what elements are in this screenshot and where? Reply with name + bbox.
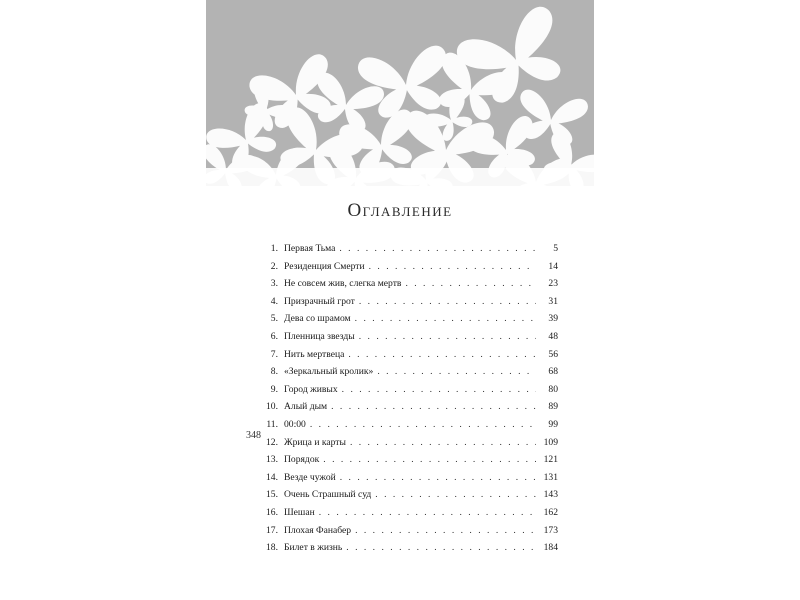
toc-entry-page: 48: [548, 330, 558, 342]
toc-entry-page: 143: [543, 489, 558, 501]
toc-entry-number: 18.: [266, 542, 278, 554]
page-number: 348: [246, 430, 261, 441]
toc-entry[interactable]: [262, 381, 558, 399]
toc-entry-title: Пленница звезды: [284, 330, 355, 342]
toc-entry-number: 15.: [266, 489, 278, 501]
toc-entry-title: Не совсем жив, слегка мертв: [284, 278, 402, 290]
toc-leader-dots: [342, 381, 536, 399]
toc-entry[interactable]: [262, 451, 558, 469]
toc-leader-dots: [319, 504, 536, 522]
toc-entry-number: 17.: [266, 524, 278, 536]
toc-entry-page: 99: [548, 418, 558, 430]
toc-entry-page: 39: [548, 313, 558, 325]
toc-leader-dots: [359, 328, 536, 346]
butterflies-icon: [206, 0, 594, 186]
toc-entry-number: 1.: [270, 243, 278, 254]
toc-entry-page: 23: [548, 278, 558, 290]
toc-entry-page: 56: [548, 348, 558, 360]
toc-entry[interactable]: [262, 416, 558, 434]
toc-entry-number: 14.: [266, 471, 278, 483]
toc-leader-dots: [348, 346, 536, 364]
toc-entry-number: 5.: [270, 313, 278, 325]
toc-leader-dots: [377, 363, 536, 381]
toc-entry-page: 184: [543, 542, 558, 554]
toc-entry-number: 3.: [270, 278, 278, 290]
toc-entry-title: 00:00: [284, 418, 306, 430]
toc-entry-number: 8.: [270, 366, 278, 378]
toc-leader-dots: [375, 486, 536, 504]
toc-entry-title: Дева со шрамом: [284, 313, 351, 325]
toc-entry-number: 6.: [270, 330, 278, 342]
toc-leader-dots: [346, 539, 536, 557]
toc-entry[interactable]: [262, 258, 558, 276]
page-title: Оглавление: [347, 200, 453, 221]
toc-entry-page: 5: [553, 243, 558, 254]
table-of-contents: [262, 240, 558, 557]
toc-entry-title: Резиденция Смерти: [284, 260, 365, 272]
toc-entry[interactable]: [262, 539, 558, 557]
toc-entry-title: Алый дым: [284, 401, 328, 413]
toc-entry-page: 68: [548, 366, 558, 378]
toc-leader-dots: [310, 416, 536, 434]
toc-entry[interactable]: [262, 328, 558, 346]
toc-entry-page: 131: [543, 471, 558, 483]
toc-leader-dots: [369, 258, 536, 276]
toc-entry[interactable]: [262, 240, 558, 258]
toc-leader-dots: [355, 522, 536, 540]
header-illustration: [206, 0, 594, 186]
toc-leader-dots: [340, 469, 536, 487]
toc-entry[interactable]: [262, 398, 558, 416]
toc-entry-title: Порядок: [284, 454, 320, 466]
toc-entry[interactable]: [262, 469, 558, 487]
toc-entry[interactable]: [262, 310, 558, 328]
toc-leader-dots: [331, 398, 536, 416]
toc-entry-title: Билет в жизнь: [284, 542, 343, 554]
toc-entry[interactable]: [262, 486, 558, 504]
toc-entry-number: 2.: [270, 260, 278, 272]
toc-entry[interactable]: [262, 346, 558, 364]
toc-leader-dots: [339, 240, 536, 258]
toc-entry-title: Призрачный грот: [284, 295, 355, 307]
toc-entry-page: 80: [548, 383, 558, 395]
toc-entry-title: Первая Тьма: [284, 243, 336, 254]
toc-entry[interactable]: [262, 275, 558, 293]
toc-entry[interactable]: [262, 504, 558, 522]
toc-entry[interactable]: [262, 522, 558, 540]
toc-entry-title: Плохая Фанабер: [284, 524, 352, 536]
toc-leader-dots: [350, 434, 536, 452]
toc-entry-page: 89: [548, 401, 558, 413]
toc-entry-number: 9.: [270, 383, 278, 395]
toc-entry-number: 16.: [266, 506, 278, 518]
toc-entry-title: Жрица и карты: [284, 436, 346, 448]
toc-entry-number: 7.: [270, 348, 278, 360]
toc-leader-dots: [359, 293, 536, 311]
toc-entry-number: 10.: [266, 401, 278, 413]
toc-entry-title: Шешан: [284, 506, 315, 518]
toc-entry-page: 121: [543, 454, 558, 466]
toc-entry-title: «Зеркальный кролик»: [284, 366, 374, 378]
toc-entry[interactable]: [262, 293, 558, 311]
toc-entry-number: 11.: [266, 418, 278, 430]
toc-entry-title: Очень Страшный суд: [284, 489, 372, 501]
toc-entry-page: 173: [543, 524, 558, 536]
toc-entry-number: 12.: [266, 436, 278, 448]
toc-entry-page: 109: [543, 436, 558, 448]
toc-entry-page: 14: [548, 260, 558, 272]
toc-entry[interactable]: [262, 363, 558, 381]
toc-entry-number: 4.: [270, 295, 278, 307]
toc-leader-dots: [355, 310, 536, 328]
toc-entry-title: Везде чужой: [284, 471, 336, 483]
toc-entry[interactable]: [262, 434, 558, 452]
toc-leader-dots: [323, 451, 536, 469]
toc-leader-dots: [405, 275, 536, 293]
toc-entry-page: 31: [548, 295, 558, 307]
toc-entry-title: Нить мертвеца: [284, 348, 345, 360]
toc-entry-number: 13.: [266, 454, 278, 466]
toc-entry-page: 162: [543, 506, 558, 518]
toc-entry-title: Город живых: [284, 383, 338, 395]
